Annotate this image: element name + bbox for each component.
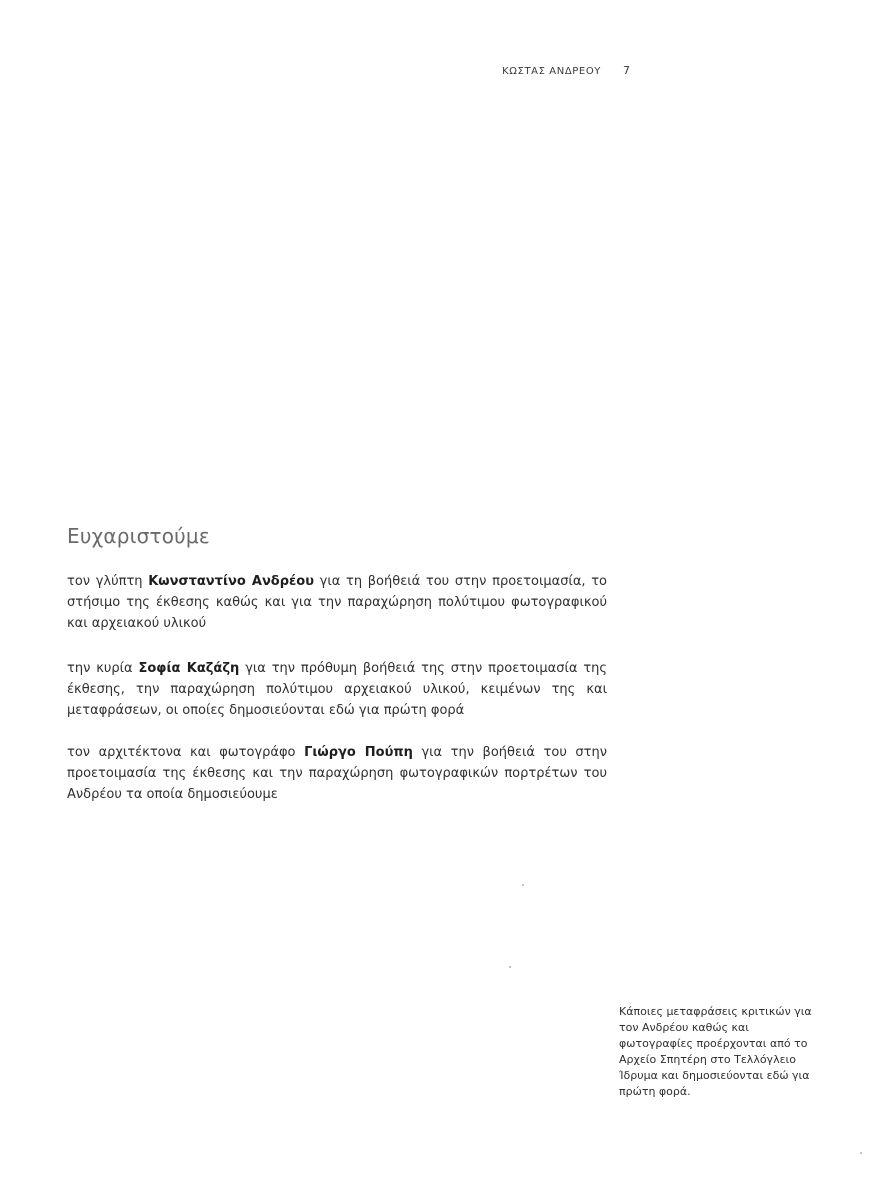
paragraph-suffix: για την πρόθυμη βοήθειά της στην προετοιμασία της έκθεσης, την παραχώρηση πολύτιμου αρχειακού υλικού, κειμένων της και μεταφράσεων, οι οποίες δημοσιεύονται εδώ για πρώτη φορά xyxy=(67,661,608,718)
paragraph-prefix: την κυρία xyxy=(67,661,139,676)
running-head: ΚΩΣΤΑΣ ΑΝΔΡΕΟΥ xyxy=(502,66,601,77)
paragraph-prefix: τον γλύπτη xyxy=(67,574,149,589)
acknowledgement-paragraph xyxy=(67,742,607,805)
scan-speck xyxy=(509,966,511,968)
side-note: Κάποιες μεταφράσεις κριτικών για τον Ανδρέου καθώς και φωτογραφίες προέρχονται από το Αρχείο Σπητέρη στο Τελλόγλειο Ίδρυμα και δημοσιεύονται εδώ για πρώτη φορά. xyxy=(619,1005,812,1098)
section-title: Ευχαριστούμε xyxy=(67,524,210,548)
acknowledged-person-name: Γιώργο Πούπη xyxy=(304,745,413,760)
paragraph-suffix: για την βοήθειά του στην προετοιμασία της έκθεσης και την παραχώρηση φωτογραφικών πορτρέτων του Ανδρέου τα οποία δημοσιεύουμε xyxy=(67,745,607,802)
paragraph-suffix: για τη βοήθειά του στην προετοιμασία, το στήσιμο της έκθεσης καθώς και για την παραχώρηση πολύτιμου φωτογραφικού και αρχειακού υλικού xyxy=(67,574,607,631)
scan-speck xyxy=(860,1152,862,1154)
acknowledged-person-name: Κωνσταντίνο Ανδρέου xyxy=(148,574,314,589)
acknowledgement-paragraph xyxy=(67,571,607,634)
paragraph-prefix: τον αρχιτέκτονα και φωτογράφο xyxy=(67,745,305,760)
page-header xyxy=(460,64,630,77)
scan-speck xyxy=(522,884,524,886)
page-number: 7 xyxy=(623,64,630,77)
acknowledged-person-name: Σοφία Καζάζη xyxy=(138,661,240,676)
acknowledgement-paragraph xyxy=(67,658,607,721)
